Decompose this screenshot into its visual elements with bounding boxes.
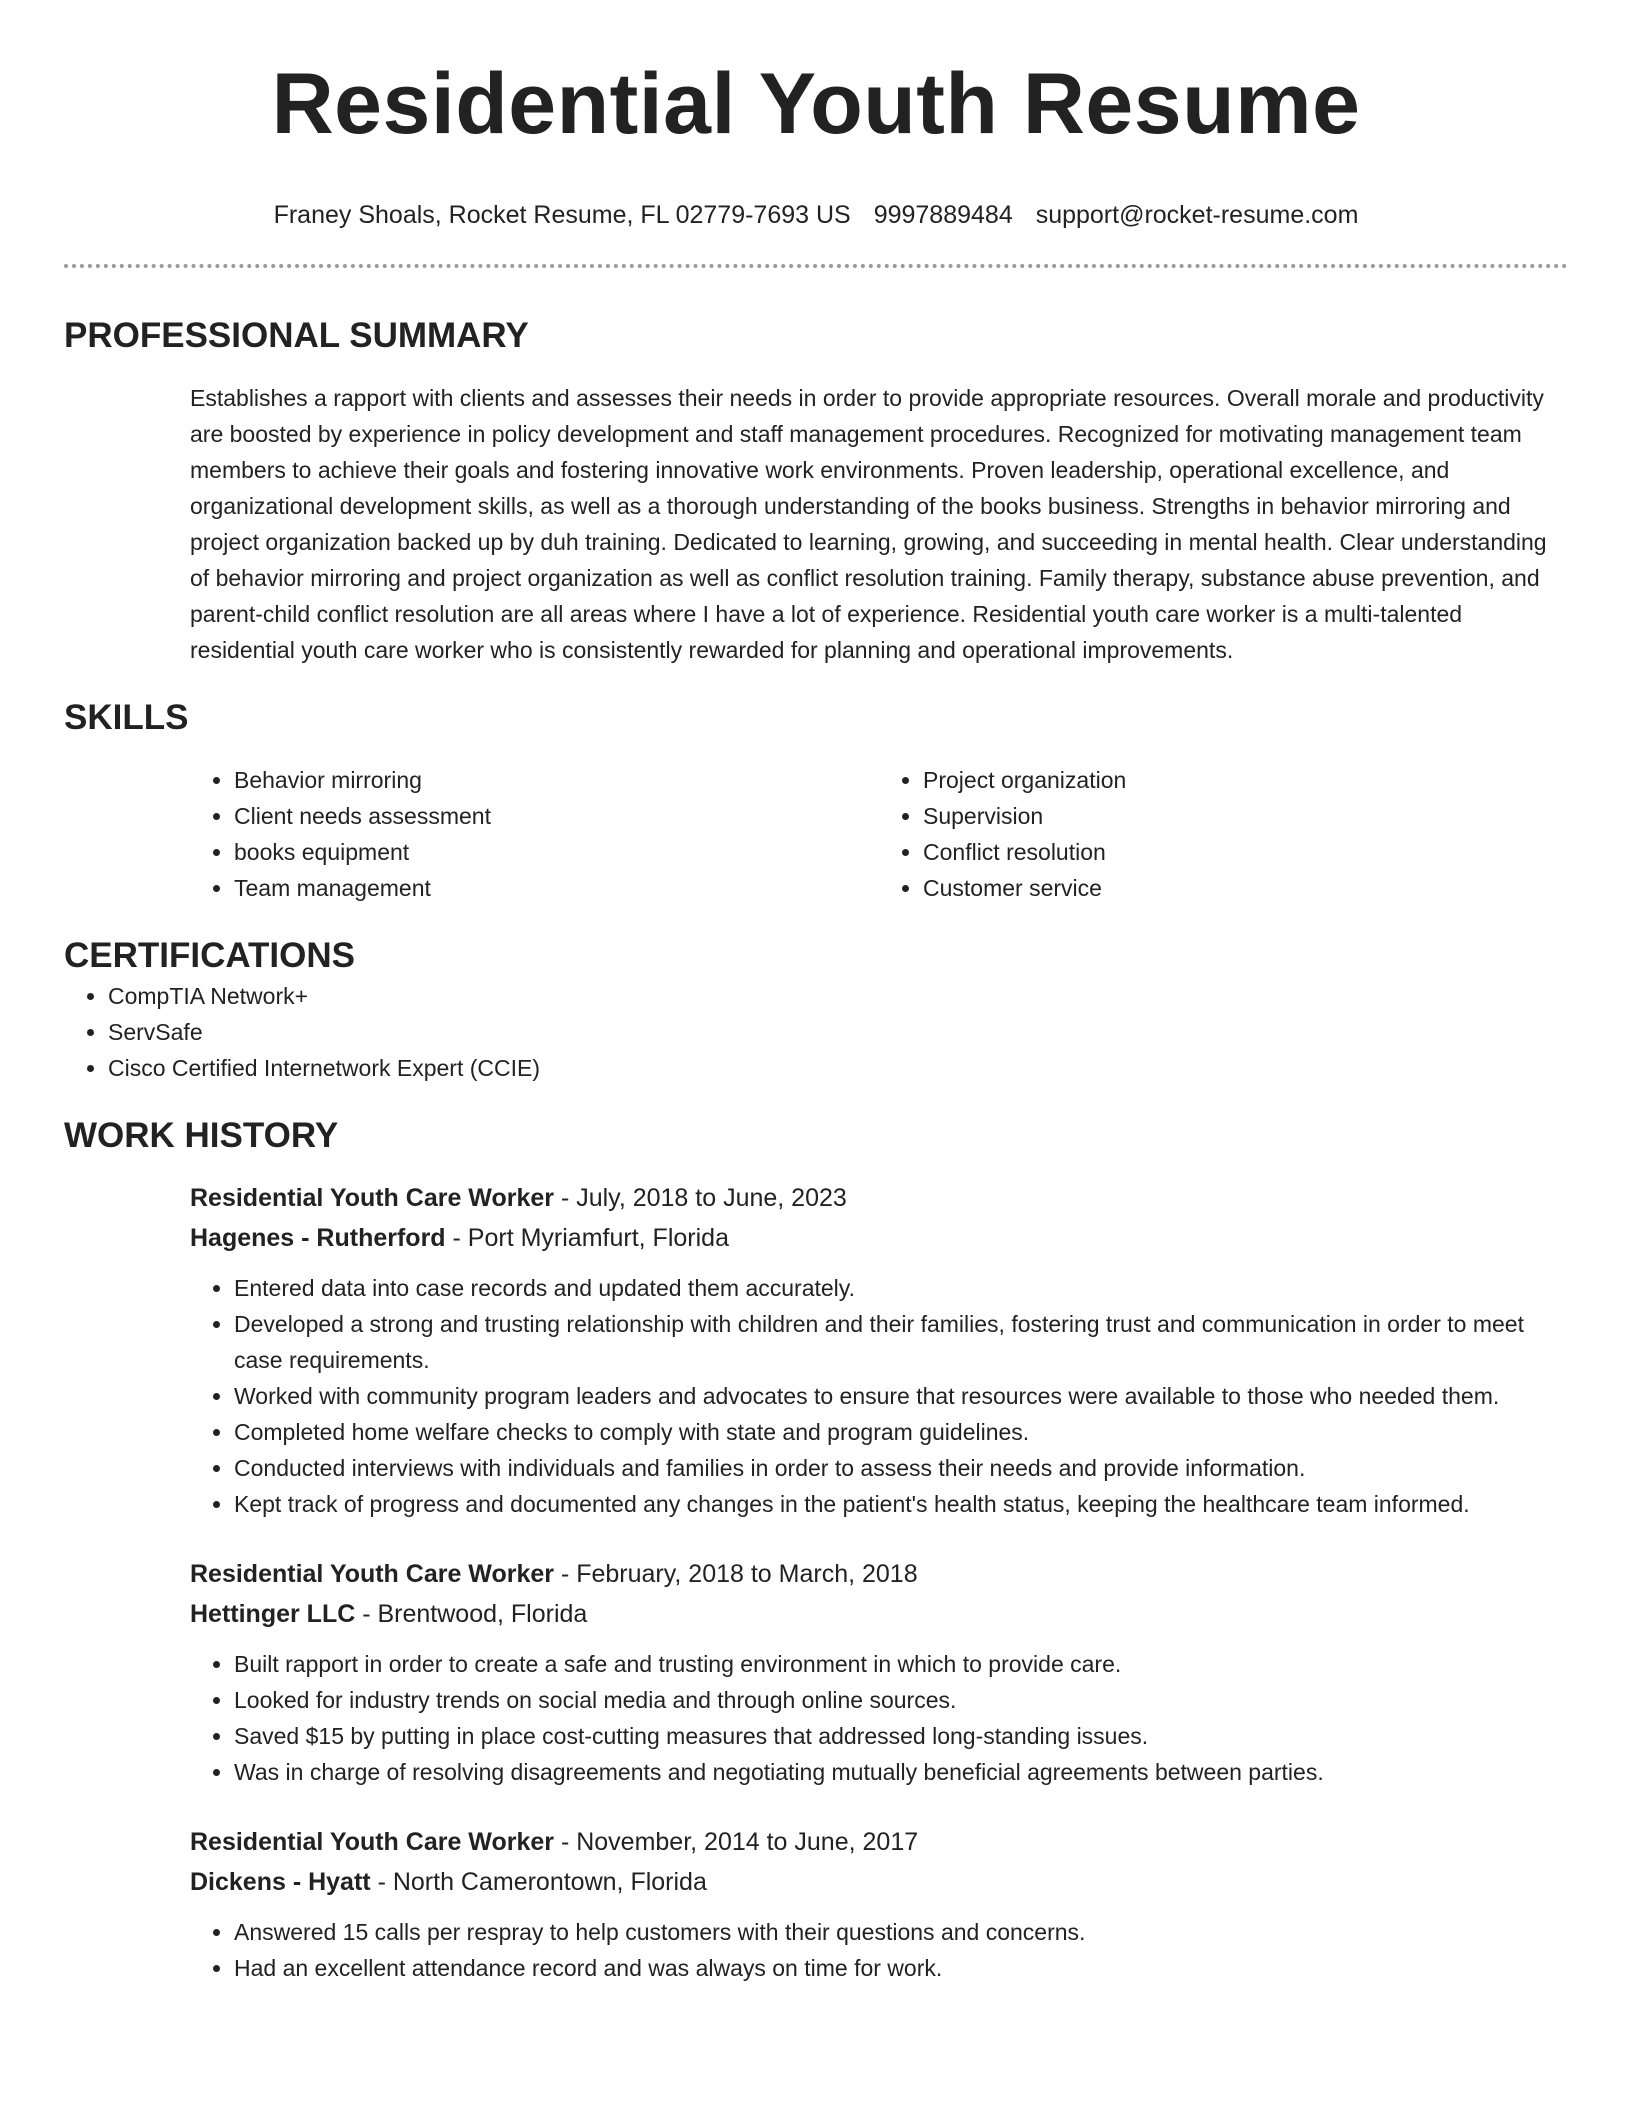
job-bullet: • Completed home welfare checks to comply with state and program guidelines. <box>234 1414 1568 1450</box>
work-history-heading: WORK HISTORY <box>64 1116 339 1155</box>
skill-item: • Customer service <box>923 870 1568 906</box>
skills-section <box>64 696 1568 906</box>
job-bullet: • Had an excellent attendance record and was always on time for work. <box>234 1950 1568 1986</box>
skill-item: • Client needs assessment <box>234 798 879 834</box>
summary-text: Establishes a rapport with clients and assesses their needs in order to provide appropriate resources. Overall morale and productivity are boosted by experience in policy development and staff management procedures. Recognized for motivating management team members to achieve their goals and fostering innovative work environments. Proven leadership, operational excellence, and organizational development skills, as well as a thorough understanding of the books business. Strengths in behavior mirroring and project organization backed up by duh training. Dedicated to learning, growing, and succeeding in mental health. Clear understanding of behavior mirroring and project organization as well as conflict resolution training. Family therapy, substance abuse prevention, and parent-child conflict resolution are all areas where I have a lot of experience. Residential youth care worker is a multi-talented residential youth care worker who is consistently rewarded for planning and operational improvements. <box>190 385 1547 663</box>
summary-heading: PROFESSIONAL SUMMARY <box>64 316 529 355</box>
job-dates: - July, 2018 to June, 2023 <box>554 1184 847 1212</box>
job-entry <box>190 1178 1568 1522</box>
job-bullet: • Answered 15 calls per respray to help customers with their questions and concerns. <box>234 1914 1568 1950</box>
job-bullet: • Kept track of progress and documented any changes in the patient's health status, keeping the healthcare team informed. <box>234 1486 1568 1522</box>
job-company: Hettinger LLC <box>190 1600 356 1628</box>
job-bullet: • Conducted interviews with individuals and families in order to assess their needs and provide information. <box>234 1450 1568 1486</box>
skill-item: • Supervision <box>923 798 1568 834</box>
certification-item: • ServSafe <box>108 1014 1568 1050</box>
job-company-line <box>190 1862 1568 1902</box>
certification-item: • CompTIA Network+ <box>108 978 1568 1014</box>
skill-item: • Behavior mirroring <box>234 762 879 798</box>
contact-address: Franey Shoals, Rocket Resume, FL 02779-7693 US <box>273 201 851 229</box>
certifications-heading: CERTIFICATIONS <box>64 936 356 975</box>
job-title-line <box>190 1822 1568 1862</box>
job-bullet: • Looked for industry trends on social media and through online sources. <box>234 1682 1568 1718</box>
skill-item: • Team management <box>234 870 879 906</box>
job-title: Residential Youth Care Worker <box>190 1184 554 1212</box>
job-bullet: • Saved $15 by putting in place cost-cutting measures that addressed long-standing issues. <box>234 1718 1568 1754</box>
job-entry <box>190 1554 1568 1790</box>
job-bullets <box>190 1914 1568 1986</box>
job-bullet: • Developed a strong and trusting relationship with children and their families, fostering trust and communication in order to meet case requirements. <box>234 1306 1568 1378</box>
job-bullets <box>190 1270 1568 1522</box>
skill-item: • Conflict resolution <box>923 834 1568 870</box>
job-bullet: • Worked with community program leaders and advocates to ensure that resources were available to those who needed them. <box>234 1378 1568 1414</box>
job-bullet: • Entered data into case records and updated them accurately. <box>234 1270 1568 1306</box>
job-entry <box>190 1822 1568 1986</box>
resume-name: Residential Youth Resume <box>271 56 1361 152</box>
job-company: Hagenes - Rutherford <box>190 1224 446 1252</box>
job-bullets <box>190 1646 1568 1790</box>
skills-left-list <box>190 762 879 906</box>
skill-item: • Project organization <box>923 762 1568 798</box>
skill-item: • books equipment <box>234 834 879 870</box>
skills-right-list <box>879 762 1568 906</box>
job-bullet: • Was in charge of resolving disagreements and negotiating mutually beneficial agreements between parties. <box>234 1754 1568 1790</box>
certifications-section <box>64 934 1568 1086</box>
job-title: Residential Youth Care Worker <box>190 1560 554 1588</box>
job-location: - North Camerontown, Florida <box>370 1868 707 1896</box>
job-location: - Port Myriamfurt, Florida <box>445 1224 729 1252</box>
job-title-line <box>190 1178 1568 1218</box>
job-title: Residential Youth Care Worker <box>190 1828 554 1856</box>
contact-email: support@rocket-resume.com <box>1035 201 1359 229</box>
job-dates: - February, 2018 to March, 2018 <box>554 1560 918 1588</box>
skills-grid <box>190 762 1568 906</box>
summary-section <box>64 314 1568 668</box>
job-title-line <box>190 1554 1568 1594</box>
job-location: - Brentwood, Florida <box>355 1600 588 1628</box>
certifications-list <box>64 978 1568 1086</box>
job-dates: - November, 2014 to June, 2017 <box>554 1828 919 1856</box>
work-history-section <box>64 1114 1568 1986</box>
job-company: Dickens - Hyatt <box>190 1868 371 1896</box>
contact-phone: 9997889484 <box>873 201 1013 229</box>
header-divider <box>64 264 1568 268</box>
job-company-line <box>190 1218 1568 1258</box>
job-bullet: • Built rapport in order to create a safe and trusting environment in which to provide care. <box>234 1646 1568 1682</box>
contact-line <box>64 198 1568 232</box>
skills-heading: SKILLS <box>64 698 189 737</box>
certification-item: • Cisco Certified Internetwork Expert (CCIE) <box>108 1050 1568 1086</box>
job-company-line <box>190 1594 1568 1634</box>
